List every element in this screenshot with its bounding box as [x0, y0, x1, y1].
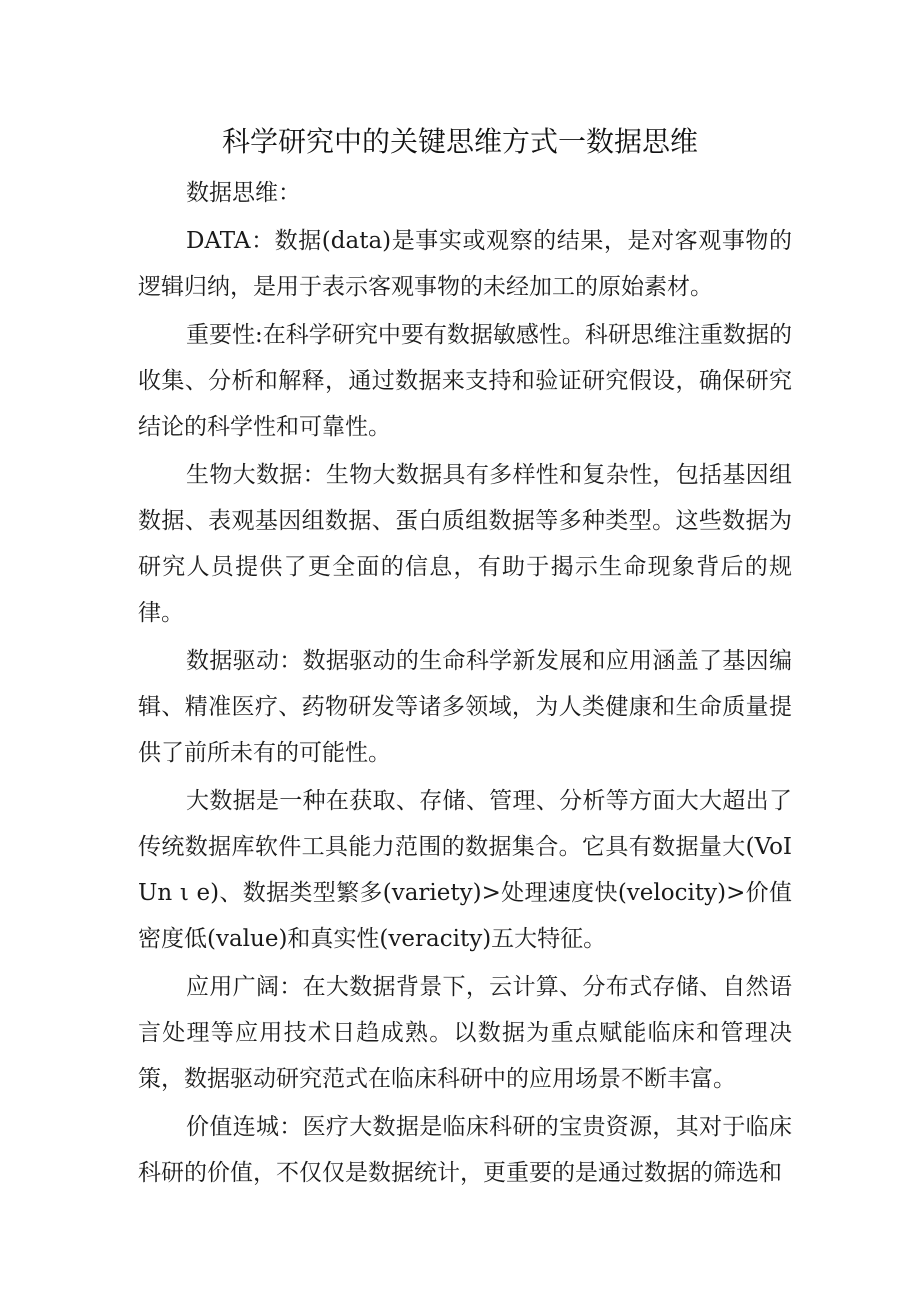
paragraph-wide-application: 应用广阔：在大数据背景下，云计算、分布式存储、自然语言处理等应用技术日趋成熟。以数据为重点赋能临床和管理决策，数据驱动研究范式在临床科研中的应用场景不断丰富。: [138, 974, 792, 1092]
document-body: [138, 170, 792, 1198]
paragraph-value: 价值连城：医疗大数据是临床科研的宝贵资源，其对于临床科研的价值，不仅仅是数据统计，更重要的是通过数据的筛选和: [138, 1114, 792, 1186]
paragraph-data-driven: 数据驱动：数据驱动的生命科学新发展和应用涵盖了基因编辑、精准医疗、药物研发等诸多领域，为人类健康和生命质量提供了前所未有的可能性。: [138, 648, 792, 766]
paragraph-data-thinking-heading: 数据思维：: [186, 180, 301, 206]
paragraph-importance: 重要性:在科学研究中要有数据敏感性。科研思维注重数据的收集、分析和解释，通过数据来支持和验证研究假设，确保研究结论的科学性和可靠性。: [138, 322, 792, 440]
paragraph-bio-big-data: 生物大数据：生物大数据具有多样性和复杂性，包括基因组数据、表观基因组数据、蛋白质组数据等多种类型。这些数据为研究人员提供了更全面的信息，有助于揭示生命现象背后的规律。: [138, 462, 792, 626]
paragraph-big-data-features: 大数据是一种在获取、存储、管理、分析等方面大大超出了传统数据库软件工具能力范围的数据集合。它具有数据量大(VoIUn ι e)、数据类型繁多(variety)>处理速度快(velocity)>价值密度低(value)和真实性(veracity)五大特征。: [138, 788, 792, 952]
document-title: 科学研究中的关键思维方式一数据思维: [221, 125, 698, 158]
paragraph-data-definition: DATA：数据(data)是事实或观察的结果，是对客观事物的逻辑归纳，是用于表示客观事物的未经加工的原始素材。: [138, 228, 792, 300]
